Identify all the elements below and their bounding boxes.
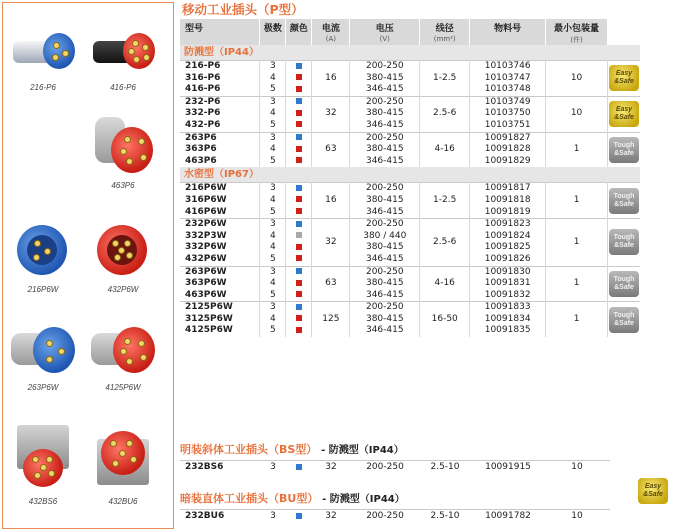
cell-color: [286, 231, 312, 243]
color-swatch-red: [296, 196, 302, 202]
cell-badge: [608, 61, 640, 97]
cell-model: 432P6W: [180, 254, 260, 266]
color-swatch-blue: [296, 134, 302, 140]
plug-image: [89, 113, 157, 177]
bs-current: 32: [325, 462, 337, 472]
cell-model: 332P6W: [180, 242, 260, 254]
cell-model: 2125P6W: [180, 302, 260, 314]
badge-line2: &Safe: [643, 491, 663, 498]
color-swatch-red: [296, 110, 302, 116]
cell-voltage: 380-415: [350, 108, 420, 120]
cell-voltage: 380 / 440: [350, 231, 420, 243]
table-row: [180, 302, 640, 314]
table-row: [180, 61, 640, 73]
header-model: 型号: [180, 19, 260, 45]
cell-voltage: 346-415: [350, 84, 420, 96]
cell-color: [286, 290, 312, 302]
badge-line1: Tough: [613, 192, 635, 200]
cell-color: [286, 96, 312, 108]
color-swatch-red: [296, 255, 302, 261]
cell-min-pack: 1: [546, 302, 608, 337]
cell-badge: [608, 96, 640, 132]
header-current-unit: (A): [325, 35, 336, 43]
product-caption: 216-P6: [30, 83, 56, 92]
cell-voltage: 346-415: [350, 254, 420, 266]
cell-model: 416-P6: [180, 84, 260, 96]
cell-min-pack: 1: [546, 132, 608, 167]
cell-voltage: 200-250: [350, 132, 420, 144]
cell-part-no: 10091825: [470, 242, 546, 254]
cell-voltage: 380-415: [350, 278, 420, 290]
badge-line2: &Safe: [614, 78, 634, 86]
cell-color: [286, 195, 312, 207]
color-swatch-red: [296, 157, 302, 163]
cell-voltage: 346-415: [350, 290, 420, 302]
cell-part-no: 10091818: [470, 195, 546, 207]
bu-color: [286, 510, 312, 522]
cell-part-no: 10091835: [470, 325, 546, 337]
cell-poles: 4: [260, 231, 286, 243]
badge-line1: Tough: [613, 141, 635, 149]
cell-current: 63: [312, 266, 350, 302]
cell-badge: [608, 132, 640, 167]
table-body: [180, 45, 640, 337]
bs-pack: 10: [571, 462, 583, 472]
bu-title: 暗装直体工业插头（BU型）: [180, 492, 319, 505]
product-caption: 432BS6: [28, 497, 58, 506]
cell-wire: 2.5-6: [420, 96, 470, 132]
cell-current: 16: [312, 183, 350, 219]
bs-wire: 2.5-10: [430, 462, 460, 472]
cell-model: 363P6: [180, 144, 260, 156]
cell-poles: 5: [260, 156, 286, 168]
cell-model: 216P6W: [180, 183, 260, 195]
cell-poles: 3: [260, 219, 286, 231]
cell-voltage: 380-415: [350, 242, 420, 254]
cell-voltage: 346-415: [350, 207, 420, 219]
section-title: 防溅型（IP44）: [180, 45, 640, 61]
product-463P6: [87, 113, 159, 190]
plug-image: [89, 323, 157, 379]
easy-safe-badge: [609, 101, 639, 127]
badge-line1: Tough: [613, 234, 635, 242]
product-caption: 416-P6: [110, 83, 136, 92]
cell-color: [286, 314, 312, 326]
cell-model: 216-P6: [180, 61, 260, 73]
bu-part: 10091782: [485, 511, 531, 521]
tough-safe-badge: [609, 229, 639, 255]
cell-poles: 5: [260, 84, 286, 96]
cell-voltage: 200-250: [350, 61, 420, 73]
cell-color: [286, 132, 312, 144]
easy-safe-badge: [638, 478, 668, 504]
tough-safe-badge: [609, 271, 639, 297]
cell-part-no: 10091833: [470, 302, 546, 314]
header-wire-label: 线径: [435, 24, 454, 34]
color-swatch-red: [296, 291, 302, 297]
header-voltage-unit: (V): [379, 35, 390, 43]
cell-color: [286, 61, 312, 73]
color-swatch-blue: [296, 221, 302, 227]
cell-model: 316P6W: [180, 195, 260, 207]
cell-voltage: 380-415: [350, 144, 420, 156]
cell-part-no: 10091830: [470, 266, 546, 278]
cell-voltage: 200-250: [350, 302, 420, 314]
cell-wire: 4-16: [420, 132, 470, 167]
bu-pack: 10: [571, 511, 583, 521]
cell-wire: 2.5-6: [420, 219, 470, 266]
cell-badge: [608, 302, 640, 337]
cell-voltage: 346-415: [350, 120, 420, 132]
bu-wire: 2.5-10: [430, 511, 460, 521]
tough-safe-badge: [609, 137, 639, 163]
cell-badge: [608, 266, 640, 302]
cell-part-no: 10091826: [470, 254, 546, 266]
cell-current: 125: [312, 302, 350, 337]
badge-line1: Tough: [613, 275, 635, 283]
bu-current: 32: [325, 511, 337, 521]
product-216-P6: [7, 27, 79, 92]
cell-min-pack: 10: [546, 96, 608, 132]
header-badge: [608, 19, 640, 45]
badge-line2: &Safe: [614, 200, 634, 208]
cell-model: 263P6W: [180, 266, 260, 278]
color-swatch-blue: [296, 268, 302, 274]
cell-color: [286, 242, 312, 254]
header-wire-unit: (mm²): [433, 35, 456, 43]
color-swatch-red: [296, 86, 302, 92]
plug-image: [89, 423, 157, 493]
product-432BS6: [7, 423, 79, 506]
cell-color: [286, 302, 312, 314]
tough-safe-badge: [609, 188, 639, 214]
easy-safe-badge: [609, 65, 639, 91]
cell-poles: 3: [260, 61, 286, 73]
cell-part-no: 10103746: [470, 61, 546, 73]
color-swatch-red: [296, 74, 302, 80]
color-swatch-blue: [296, 513, 302, 519]
bs-voltage: 200-250: [366, 462, 404, 472]
spec-table-area: [180, 0, 682, 337]
cell-poles: 5: [260, 290, 286, 302]
cell-model: 232-P6: [180, 96, 260, 108]
cell-part-no: 10091823: [470, 219, 546, 231]
cell-poles: 4: [260, 278, 286, 290]
cell-current: 16: [312, 61, 350, 97]
color-swatch-red: [296, 280, 302, 286]
header-part-no: 物料号: [470, 19, 546, 45]
cell-part-no: 10091832: [470, 290, 546, 302]
spec-table: [180, 19, 640, 337]
cell-part-no: 10091827: [470, 132, 546, 144]
bs-part: 10091915: [485, 462, 531, 472]
product-caption: 463P6: [111, 181, 135, 190]
cell-part-no: 10091817: [470, 183, 546, 195]
product-416-P6: [87, 27, 159, 92]
page-title: 移动工业插头（P型）: [182, 2, 304, 17]
color-swatch-red: [296, 244, 302, 250]
cell-part-no: 10103751: [470, 120, 546, 132]
header-voltage-label: 电压: [375, 24, 394, 34]
table-row: [180, 96, 640, 108]
plug-image: [9, 221, 77, 281]
cell-part-no: 10091829: [470, 156, 546, 168]
section-header-row: [180, 45, 640, 61]
cell-model: 332P3W: [180, 231, 260, 243]
cell-poles: 3: [260, 266, 286, 278]
header-poles: 极数: [260, 19, 286, 45]
product-263P6W: [7, 323, 79, 392]
bu-voltage: 200-250: [366, 511, 404, 521]
cell-wire: 4-16: [420, 266, 470, 302]
cell-color: [286, 183, 312, 195]
cell-wire: 1-2.5: [420, 61, 470, 97]
table-header-row: [180, 19, 640, 45]
cell-model: 416P6W: [180, 207, 260, 219]
cell-current: 32: [312, 96, 350, 132]
cell-part-no: 10103747: [470, 73, 546, 85]
cell-badge: [608, 183, 640, 219]
cell-part-no: 10103748: [470, 84, 546, 96]
cell-poles: 5: [260, 120, 286, 132]
cell-min-pack: 1: [546, 266, 608, 302]
plug-image: [89, 27, 157, 79]
cell-voltage: 346-415: [350, 156, 420, 168]
cell-min-pack: 10: [546, 61, 608, 97]
bs-section-title: [180, 441, 404, 457]
product-caption: 216P6W: [27, 285, 59, 294]
cell-badge: [608, 219, 640, 266]
cell-voltage: 200-250: [350, 183, 420, 195]
cell-part-no: 10091824: [470, 231, 546, 243]
bu-poles: 3: [270, 511, 276, 521]
header-min-pack-unit: (件): [570, 36, 583, 44]
cell-model: 263P6: [180, 132, 260, 144]
header-current-label: 电流: [321, 24, 340, 34]
bs-subtitle: - 防溅型（IP44）: [321, 445, 404, 456]
cell-color: [286, 120, 312, 132]
cell-min-pack: 1: [546, 183, 608, 219]
color-swatch-blue: [296, 185, 302, 191]
table-row: [180, 132, 640, 144]
cell-color: [286, 144, 312, 156]
product-4125P6W: [87, 323, 159, 392]
cell-poles: 4: [260, 242, 286, 254]
product-caption: 432BU6: [108, 497, 138, 506]
cell-part-no: 10091834: [470, 314, 546, 326]
color-swatch-red: [296, 146, 302, 152]
badge-line1: Easy: [615, 70, 633, 78]
color-swatch-red: [296, 208, 302, 214]
cell-model: 363P6W: [180, 278, 260, 290]
cell-poles: 4: [260, 108, 286, 120]
cell-color: [286, 278, 312, 290]
color-swatch-red: [296, 315, 302, 321]
cell-poles: 5: [260, 254, 286, 266]
cell-poles: 5: [260, 325, 286, 337]
cell-model: 232P6W: [180, 219, 260, 231]
badge-line1: Easy: [644, 483, 662, 490]
bu-model: 232BU6: [185, 511, 225, 521]
cell-model: 3125P6W: [180, 314, 260, 326]
badge-line2: &Safe: [614, 283, 634, 291]
cell-part-no: 10091831: [470, 278, 546, 290]
bs-model: 232BS6: [185, 462, 224, 472]
plug-image: [89, 221, 157, 281]
cell-voltage: 380-415: [350, 314, 420, 326]
cell-poles: 3: [260, 183, 286, 195]
tough-safe-badge: [609, 307, 639, 333]
cell-color: [286, 254, 312, 266]
cell-color: [286, 84, 312, 96]
cell-voltage: 380-415: [350, 195, 420, 207]
cell-current: 32: [312, 219, 350, 266]
cell-min-pack: 1: [546, 219, 608, 266]
bu-section-title: [180, 490, 405, 506]
cell-color: [286, 325, 312, 337]
plug-image: [9, 27, 77, 79]
cell-current: 63: [312, 132, 350, 167]
cell-voltage: 200-250: [350, 219, 420, 231]
cell-model: 432-P6: [180, 120, 260, 132]
color-swatch-blue: [296, 304, 302, 310]
color-swatch-blue: [296, 98, 302, 104]
header-wire: [420, 19, 470, 45]
cell-poles: 3: [260, 132, 286, 144]
cell-model: 332-P6: [180, 108, 260, 120]
header-color: 颜色: [286, 19, 312, 45]
plug-image: [9, 423, 77, 493]
cell-poles: 3: [260, 302, 286, 314]
badge-line2: &Safe: [614, 114, 634, 122]
bs-title: 明装斜体工业插头（BS型）: [180, 443, 318, 456]
product-image-panel: [2, 2, 174, 529]
cell-poles: 4: [260, 144, 286, 156]
cell-wire: 1-2.5: [420, 183, 470, 219]
section-header-row: [180, 167, 640, 183]
color-swatch-red: [296, 327, 302, 333]
bs-row: [180, 460, 610, 472]
cell-voltage: 200-250: [350, 96, 420, 108]
cell-voltage: 200-250: [350, 266, 420, 278]
header-current: [312, 19, 350, 45]
bu-row: [180, 509, 610, 521]
color-swatch-grey: [296, 232, 302, 238]
product-432P6W: [87, 221, 159, 294]
cell-poles: 4: [260, 195, 286, 207]
badge-line2: &Safe: [614, 319, 634, 327]
cell-part-no: 10091828: [470, 144, 546, 156]
cell-poles: 5: [260, 207, 286, 219]
cell-color: [286, 207, 312, 219]
cell-model: 4125P6W: [180, 325, 260, 337]
plug-image: [9, 323, 77, 379]
cell-poles: 3: [260, 96, 286, 108]
cell-model: 463P6W: [180, 290, 260, 302]
color-swatch-blue: [296, 63, 302, 69]
color-swatch-red: [296, 121, 302, 127]
cell-part-no: 10103749: [470, 96, 546, 108]
cell-poles: 4: [260, 314, 286, 326]
cell-color: [286, 266, 312, 278]
badge-line2: &Safe: [614, 149, 634, 157]
cell-voltage: 380-415: [350, 73, 420, 85]
header-voltage: [350, 19, 420, 45]
cell-model: 463P6: [180, 156, 260, 168]
cell-poles: 4: [260, 73, 286, 85]
table-row: [180, 183, 640, 195]
bs-color: [286, 461, 312, 473]
cell-color: [286, 219, 312, 231]
color-swatch-blue: [296, 464, 302, 470]
table-row: [180, 266, 640, 278]
table-row: [180, 219, 640, 231]
bs-poles: 3: [270, 462, 276, 472]
badge-line2: &Safe: [614, 242, 634, 250]
header-min-pack: [546, 19, 608, 45]
cell-color: [286, 108, 312, 120]
cell-part-no: 10091819: [470, 207, 546, 219]
cell-model: 316-P6: [180, 73, 260, 85]
badge-line1: Tough: [613, 311, 635, 319]
cell-part-no: 10103750: [470, 108, 546, 120]
cell-color: [286, 73, 312, 85]
cell-voltage: 346-415: [350, 325, 420, 337]
bu-subtitle: - 防溅型（IP44）: [322, 494, 405, 505]
product-caption: 432P6W: [107, 285, 139, 294]
cell-wire: 16-50: [420, 302, 470, 337]
product-caption: 263P6W: [27, 383, 59, 392]
header-min-pack-label: 最小包装量: [554, 24, 600, 34]
cell-color: [286, 156, 312, 168]
section-title: 水密型（IP67）: [180, 167, 640, 183]
product-432BU6: [87, 423, 159, 506]
badge-line1: Easy: [615, 106, 633, 114]
product-caption: 4125P6W: [105, 383, 141, 392]
product-216P6W: [7, 221, 79, 294]
